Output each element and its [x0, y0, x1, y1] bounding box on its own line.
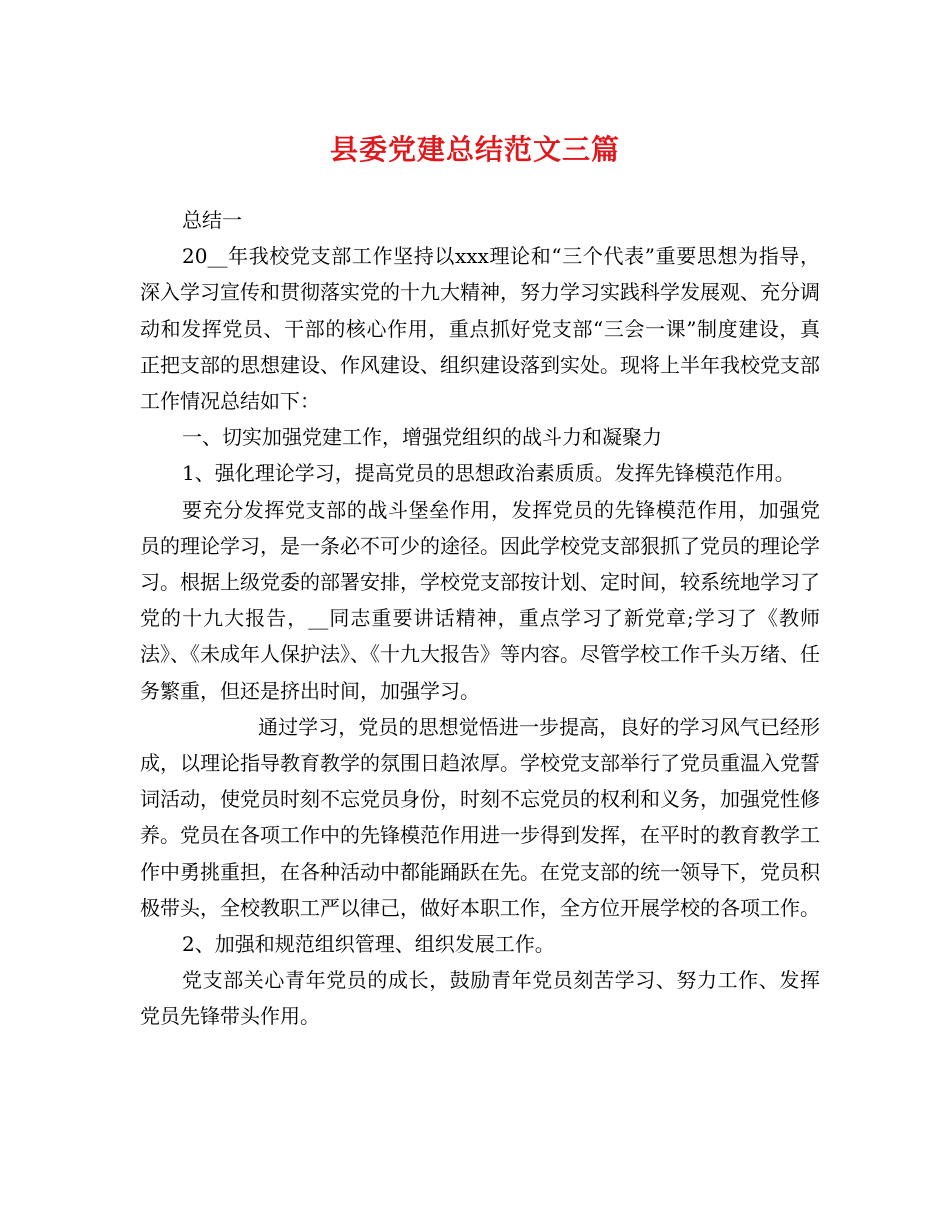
section-heading-summary-one: 总结一	[182, 208, 242, 232]
subheading-organization-management: 2、加强和规范组织管理、组织发展工作。	[182, 932, 555, 957]
section-heading-party-building: 一、切实加强党建工作，增强党组织的战斗力和凝聚力	[182, 425, 662, 450]
document-body	[140, 202, 820, 1035]
subheading-theory-study: 1、强化理论学习，提高党员的思想政治素质质。发挥先锋模范作用。	[182, 461, 795, 486]
intro-paragraph: 20__年我校党支部工作坚持以xxx理论和“三个代表”重要思想为指导，深入学习宣传和贯彻落实党的十九大精神，努力学习实践科学发展观、充分调动和发挥党员、干部的核心作用，重点抓好党支部“三会一课”制度建设，真正把支部的思想建设、作风建设、组织建设落到实处。现将上半年我校党支部工作情况总结如下：	[140, 244, 820, 414]
paragraph-theory-study: 要充分发挥党支部的战斗堡垒作用，发挥党员的先锋模范作用，加强党员的理论学习，是一条必不可少的途径。因此学校党支部狠抓了党员的理论学习。根据上级党委的部署安排，学校党支部按计划、定时间，较系统地学习了党的十九大报告，__同志重要讲话精神，重点学习了新党章;学习了《教师法》、《未成年人保护法》、《十九大报告》等内容。尽管学校工作千头万绪、任务繁重，但还是挤出时间，加强学习。	[140, 497, 820, 703]
paragraph-young-members: 党支部关心青年党员的成长，鼓励青年党员刻苦学习、努力工作、发挥党员先锋带头作用。	[140, 968, 820, 1029]
document-title: 县委党建总结范文三篇	[329, 133, 620, 166]
paragraph-study-results: 通过学习，党员的思想觉悟进一步提高，良好的学习风气已经形成，以理论指导教育教学的氛围日趋浓厚。学校党支部举行了党员重温入党誓词活动，使党员时刻不忘党员身份，时刻不忘党员的权利和义务，加强党性修养。党员在各项工作中的先锋模范作用进一步得到发挥，在平时的教育教学工作中勇挑重担，在各种活动中都能踊跃在先。在党支部的统一领导下，党员积极带头，全校教职工严以律己，做好本职工作，全方位开展学校的各项工作。	[140, 714, 820, 920]
